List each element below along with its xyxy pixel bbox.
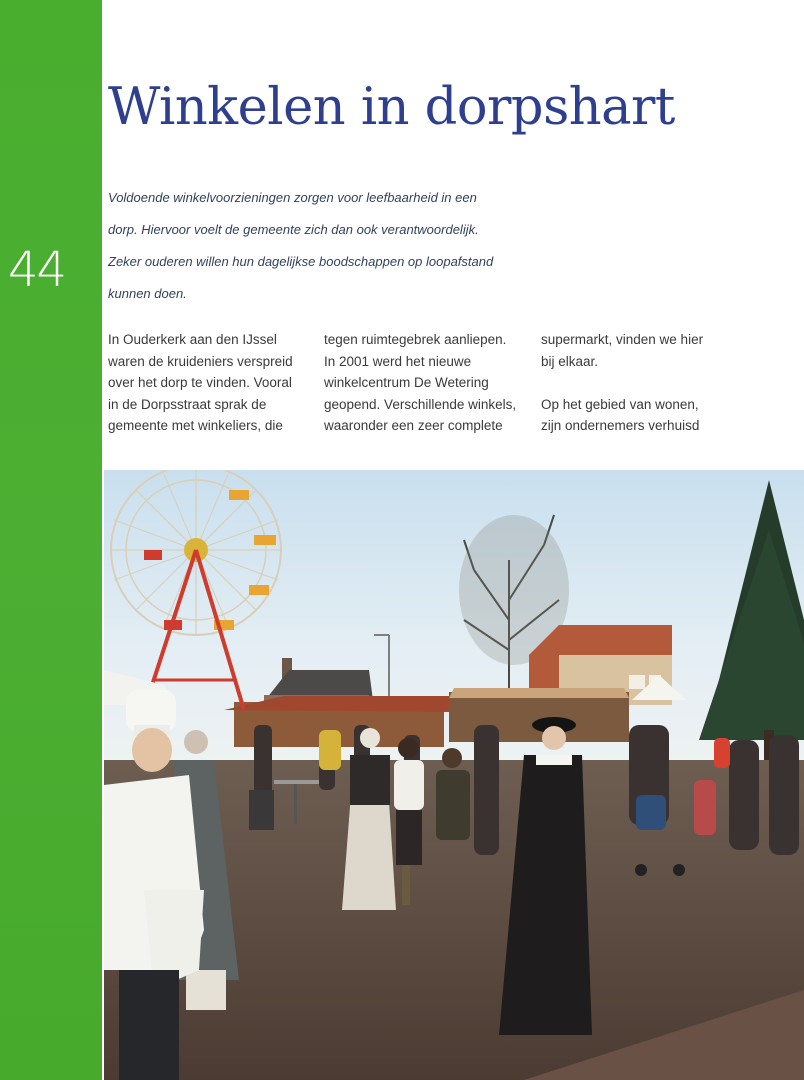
body-line: zijn ondernemers verhuisd — [541, 418, 700, 433]
body-column-2 — [324, 329, 516, 437]
body-line: bij elkaar. — [541, 353, 599, 369]
body-line: supermarkt, vinden we hier — [541, 332, 704, 347]
body-line: geopend. Verschillende winkels, — [324, 396, 517, 412]
body-line: waren de kruideniers verspreid — [108, 353, 293, 369]
paragraph-gap — [541, 372, 703, 394]
page-number: 44 — [8, 242, 66, 298]
body-line: Op het gebied van wonen, — [541, 396, 699, 412]
body-line: gemeente met winkeliers, die — [108, 418, 283, 433]
intro-line: Zeker ouderen willen hun dagelijkse boodschappen op loopafstand — [108, 254, 494, 269]
woman-white-dress — [342, 728, 396, 910]
body-line: over het dorp te vinden. Vooral — [108, 375, 292, 390]
body-line: In 2001 werd het nieuwe — [324, 353, 472, 369]
body-column-3 — [541, 329, 703, 437]
body-line: tegen ruimtegebrek aanliepen. — [324, 332, 507, 347]
body-line: In Ouderkerk aan den IJssel — [108, 332, 277, 347]
market-square-photo — [104, 470, 804, 1080]
intro-paragraph — [108, 182, 548, 310]
intro-line: Voldoende winkelvoorzieningen zorgen voor leefbaarheid in een — [108, 190, 477, 205]
body-line: winkelcentrum De Wetering — [324, 375, 489, 390]
body-line: waaronder een zeer complete — [324, 418, 503, 433]
page-title: Winkelen in dorpshart — [108, 78, 675, 137]
body-line: in de Dorpsstraat sprak de — [108, 396, 267, 412]
intro-line: kunnen doen. — [108, 286, 187, 301]
body-column-1 — [108, 329, 293, 437]
intro-line: dorp. Hiervoor voelt de gemeente zich dan ook verantwoordelijk. — [108, 222, 479, 237]
green-sidebar — [0, 0, 102, 1080]
